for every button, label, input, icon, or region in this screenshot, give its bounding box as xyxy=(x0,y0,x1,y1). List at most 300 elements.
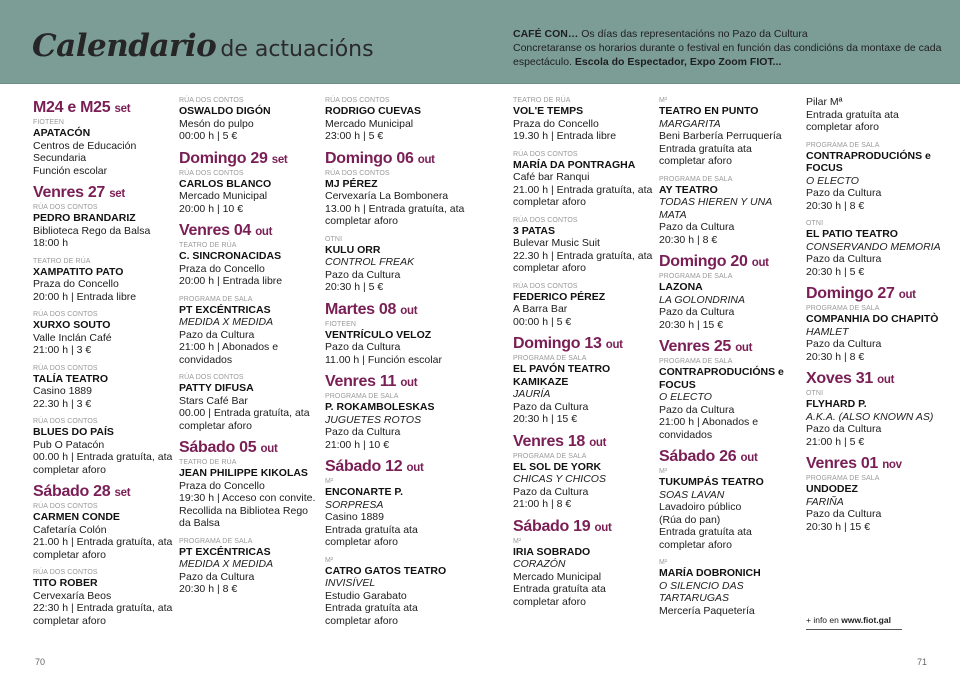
event-category: M² xyxy=(513,537,522,545)
event-detail-line: Mercado Municipal xyxy=(513,570,602,583)
event-detail-line: Praza do Concello xyxy=(513,117,599,130)
page-title xyxy=(32,28,374,64)
event-entry xyxy=(806,389,946,448)
event-entry xyxy=(33,257,173,304)
day-label: Sábado 28 xyxy=(33,483,111,500)
title-script: Calendario xyxy=(32,28,217,64)
event-name: TEATRO EN PUNTO xyxy=(659,105,759,117)
show-title: LA GOLONDRINA xyxy=(659,293,745,306)
day-block xyxy=(33,99,173,177)
day-label: Domingo 29 xyxy=(179,149,268,167)
event-detail-line: Pazo da Cultura xyxy=(513,485,589,498)
event-category: RÚA DOS CONTOS xyxy=(179,374,244,381)
event-name: PT EXCÉNTRICAS xyxy=(179,303,271,316)
event-entry xyxy=(179,537,319,596)
event-detail-line: 00.00 | Entrada gratuíta, ata completar aforo xyxy=(179,407,310,432)
day-block xyxy=(179,150,319,216)
event-entry xyxy=(33,203,173,250)
event-name: XAMPATITO PATO xyxy=(33,265,124,278)
event-detail-line: 20:00 h | Entrada libre xyxy=(179,275,283,287)
event-category: FIOTEEN xyxy=(33,119,65,126)
event-name: EL PAVÓN TEATRO KAMIKAZE xyxy=(513,363,611,388)
event-category: OTNI xyxy=(806,220,824,227)
day-label: Venres 04 xyxy=(179,222,252,239)
event-detail-line: Pazo da Cultura xyxy=(659,403,735,416)
event-category: RÚA DOS CONTOS xyxy=(33,204,98,211)
note-bold-2: Escola do Espectador, Expo Zoom FIOT... xyxy=(574,56,782,68)
event-entry xyxy=(513,150,653,209)
event-name: C. SINCRONACIDAS xyxy=(179,250,282,262)
event-name: TUKUMPÁS TEATRO xyxy=(659,476,764,488)
day-block xyxy=(513,96,653,328)
event-category: RÚA DOS CONTOS xyxy=(179,97,244,104)
day-label: Sábado 19 xyxy=(513,517,591,535)
month-label: set xyxy=(109,188,125,200)
event-detail-line: Pazo da Cultura xyxy=(659,221,735,233)
event-detail-line: 22:30 h | Entrada gratuíta, ata completar aforo xyxy=(33,602,173,627)
event-detail-line: 20:30 h | 5 € xyxy=(806,265,865,278)
event-name: PATTY DIFUSA xyxy=(179,382,254,394)
day-heading xyxy=(179,222,319,241)
event-detail-line: Entrada gratuíta ata completar aforo xyxy=(659,142,752,167)
event-detail-line: Casino 1889 xyxy=(325,511,384,523)
event-entry xyxy=(179,96,319,143)
event-detail-line: 21.00 h | Entrada gratuíta, ata completar aforo xyxy=(33,536,173,561)
event-detail-line: 21:00 h | 3 € xyxy=(33,344,92,356)
month-label: out xyxy=(400,377,418,389)
column-2 xyxy=(179,96,319,603)
month-label: out xyxy=(735,342,753,354)
event-category: RÚA DOS CONTOS xyxy=(33,503,98,510)
show-title: JAURÍA xyxy=(513,388,551,400)
event-entry xyxy=(659,558,799,617)
day-heading xyxy=(513,433,653,452)
event-entry xyxy=(513,354,653,426)
day-block xyxy=(659,448,799,617)
event-detail-line: Pazo da Cultura xyxy=(325,426,401,438)
event-name: CARMEN CONDE xyxy=(33,511,120,523)
event-name: COMPANHIA DO CHAPITÒ xyxy=(806,313,939,325)
day-block xyxy=(33,483,173,627)
event-detail-line: Praza do Concello xyxy=(179,479,265,492)
event-entry xyxy=(33,502,173,561)
event-detail-line: 21:00 h | 10 € xyxy=(325,438,390,451)
event-entry xyxy=(513,282,653,329)
day-block xyxy=(179,222,319,432)
column-5 xyxy=(659,96,799,624)
day-label: Venres 18 xyxy=(513,432,586,450)
event-detail-line: 00:00 h | 5 € xyxy=(513,315,572,328)
column-3 xyxy=(325,96,465,634)
event-category: TEATRO DE RÚA xyxy=(179,459,237,466)
title-subtitle: de actuacións xyxy=(220,37,374,62)
event-category: PROGRAMA DE SALA xyxy=(806,305,880,312)
event-name: APATACÓN xyxy=(33,127,91,139)
show-title: TODAS HIEREN Y UNA MATA xyxy=(659,196,772,221)
event-detail-line: 22.30 h | Entrada gratuíta, ata completar aforo xyxy=(513,249,653,274)
show-title: FARIÑA xyxy=(806,495,844,508)
note-text-2: Concretaranse os horarios durante o festival en función das condicións da montaxe de cada espectáculo. xyxy=(513,42,942,68)
event-entry xyxy=(33,568,173,627)
event-detail-line: Entrada gratuíta ata completar aforo xyxy=(659,526,752,551)
event-detail-line: Cafetaría Colón xyxy=(33,523,107,536)
event-name: MARÍA DA PONTRAGHA xyxy=(513,158,636,171)
event-name: P. ROKAMBOLESKAS xyxy=(325,401,435,413)
event-detail-line: Praza do Concello xyxy=(179,262,265,275)
event-name: OSWALDO DIGÓN xyxy=(179,105,271,117)
event-category: RÚA DOS CONTOS xyxy=(33,311,98,318)
event-entry xyxy=(513,96,653,143)
event-name: CONTRAPRODUCIÓNS e FOCUS xyxy=(806,149,931,174)
month-label: set xyxy=(114,103,131,115)
event-category: PROGRAMA DE SALA xyxy=(806,141,880,149)
event-detail-line: Cervexaría Beos xyxy=(33,589,112,602)
day-block xyxy=(325,458,465,627)
day-block xyxy=(325,301,465,367)
event-entry xyxy=(659,467,799,551)
event-name: LAZONA xyxy=(659,281,703,293)
month-label: out xyxy=(898,289,916,301)
event-detail-line: 00.00 h | Entrada gratuíta, ata completar aforo xyxy=(33,451,173,476)
event-entry xyxy=(325,169,465,228)
event-name: 3 PATAS xyxy=(513,224,556,237)
event-entry xyxy=(179,373,319,432)
event-entry xyxy=(325,235,465,294)
month-label: out xyxy=(751,257,769,269)
event-detail-line: Beni Barbería Perruquería xyxy=(659,130,782,142)
event-detail-line: Pazo da Cultura xyxy=(513,400,589,413)
event-detail-line: Pazo da Cultura xyxy=(659,306,735,318)
event-name: PEDRO BRANDARIZ xyxy=(33,212,136,224)
month-label: out xyxy=(417,153,435,166)
day-label: Martes 08 xyxy=(325,300,397,318)
event-name: CATRO GATOS TEATRO xyxy=(325,564,447,577)
event-detail-line: 23:00 h | 5 € xyxy=(325,130,384,142)
event-category: M² xyxy=(659,559,668,566)
info-link[interactable] xyxy=(806,615,902,630)
event-name: VENTRÍCULO VELOZ xyxy=(325,328,432,341)
event-entry xyxy=(659,357,799,441)
page-number-left: 70 xyxy=(35,657,46,667)
info-url[interactable]: www.fiot.gal xyxy=(841,615,891,625)
event-detail-line: 00:00 h | 5 € xyxy=(179,130,238,142)
event-detail-line: Mercería Paquetería xyxy=(659,604,755,617)
event-detail-line: Pazo da Cultura xyxy=(806,253,882,265)
month-label: nov xyxy=(882,459,902,471)
day-heading xyxy=(659,338,799,357)
event-detail-line: Pazo da Cultura xyxy=(806,338,882,350)
show-title: MEDIDA X MEDIDA xyxy=(179,558,274,570)
event-detail-line: 20:30 h | 15 € xyxy=(806,520,871,533)
day-label: Sábado 12 xyxy=(325,458,403,475)
event-name: FEDERICO PÉREZ xyxy=(513,290,606,303)
event-detail-line: 20:30 h | 8 € xyxy=(806,199,865,212)
day-heading xyxy=(659,448,799,467)
event-category: PROGRAMA DE SALA xyxy=(806,475,880,482)
event-detail-line: 20:30 h | 8 € xyxy=(659,233,718,246)
event-name: RODRIGO CUEVAS xyxy=(325,105,422,117)
event-detail-line: Café bar Ranqui xyxy=(513,171,590,183)
day-heading xyxy=(33,184,173,203)
event-name: AY TEATRO xyxy=(659,183,718,196)
day-block xyxy=(179,439,319,596)
event-category: FIOTEEN xyxy=(325,320,357,328)
event-category: RÚA DOS CONTOS xyxy=(179,169,244,177)
event-detail-line: 21:00 h | Abonados e convidados xyxy=(179,341,279,366)
show-title: JUGUETES ROTOS xyxy=(325,413,422,426)
event-detail-line: Casino 1889 xyxy=(33,385,92,397)
event-detail-line: 20:30 h | 5 € xyxy=(325,281,384,293)
event-detail-line: 21:00 h | 8 € xyxy=(513,498,572,510)
event-detail-line: 19.30 h | Entrada libre xyxy=(513,130,617,142)
event-detail-line: Secundaria xyxy=(33,152,87,164)
event-detail-line: 20:30 h | 8 € xyxy=(806,350,865,363)
event-category: RÚA DOS CONTOS xyxy=(513,216,578,224)
event-detail-line: 21:00 h | Abonados e convidados xyxy=(659,416,759,441)
day-label: Venres 27 xyxy=(33,184,106,201)
event-detail-line: (Rúa do pan) xyxy=(659,513,721,526)
day-block xyxy=(659,96,799,246)
event-name: FLYHARD P. xyxy=(806,398,867,410)
day-label: M24 e M25 xyxy=(33,99,111,116)
event-entry xyxy=(33,417,173,476)
event-detail-line: Estudio Garabato xyxy=(325,589,407,602)
event-detail-line: Cervexaría La Bombonera xyxy=(325,190,449,202)
event-detail-line: 22.30 h | 3 € xyxy=(33,397,92,410)
month-label: out xyxy=(400,304,418,317)
day-block xyxy=(33,184,173,476)
day-label: Domingo 27 xyxy=(806,285,895,302)
event-detail-line: 13.00 h | Entrada gratuíta, ata completar aforo xyxy=(325,202,465,227)
event-detail-line: 18:00 h xyxy=(33,237,69,249)
event-name: XURXO SOUTO xyxy=(33,319,111,331)
event-category: RÚA DOS CONTOS xyxy=(325,97,390,104)
event-detail-line: 21:00 h | 5 € xyxy=(806,435,865,448)
event-entry xyxy=(513,216,653,275)
event-detail-line: Pazo da Cultura xyxy=(806,508,882,520)
show-title: CONSERVANDO MEMORIA xyxy=(806,240,941,253)
event-detail-line: 20:30 h | 15 € xyxy=(513,413,578,425)
event-detail-line: Praza do Concello xyxy=(33,278,119,290)
event-detail-line: Mesón do pulpo xyxy=(179,117,254,130)
event-entry xyxy=(325,392,465,451)
day-block xyxy=(513,335,653,426)
event-detail-line: Centros de Educación xyxy=(33,139,137,152)
event-detail-line: Pazo da Cultura xyxy=(325,341,401,353)
event-name: TALÍA TEATRO xyxy=(33,372,109,385)
event-entry xyxy=(806,219,946,278)
event-detail-line: Función escolar xyxy=(33,164,108,177)
event-name: MJ PÉREZ xyxy=(325,177,378,190)
event-detail-line: Mercado Municipal xyxy=(179,190,268,202)
day-block xyxy=(659,253,799,331)
event-category: TEATRO DE RÚA xyxy=(513,97,571,104)
event-category: OTNI xyxy=(325,235,343,243)
show-title: CORAZÓN xyxy=(513,558,566,570)
event-detail-line: A Barra Bar xyxy=(513,303,568,315)
month-label: set xyxy=(114,487,131,499)
event-detail-line: Entrada gratuíta ata completar aforo xyxy=(806,108,899,133)
day-label: Venres 11 xyxy=(325,373,397,390)
event-detail-line: Pazo da Cultura xyxy=(325,268,401,281)
continued-event-details xyxy=(806,96,946,134)
event-category: OTNI xyxy=(806,390,824,397)
day-label: Domingo 13 xyxy=(513,335,602,352)
day-block xyxy=(179,96,319,143)
note-bold-1: CAFÉ CON… xyxy=(513,28,579,40)
day-label: Sábado 26 xyxy=(659,448,737,465)
day-label: Venres 01 xyxy=(806,455,879,472)
event-category: PROGRAMA DE SALA xyxy=(659,273,733,280)
day-heading xyxy=(806,455,946,474)
event-category: RÚA DOS CONTOS xyxy=(33,364,98,372)
month-label: out xyxy=(877,374,895,386)
event-entry xyxy=(33,310,173,357)
event-category: RÚA DOS CONTOS xyxy=(33,418,98,425)
event-entry xyxy=(179,458,319,530)
event-detail-line: Pazo da Cultura xyxy=(806,423,882,435)
event-entry xyxy=(325,556,465,628)
header-note xyxy=(513,27,953,69)
event-detail-line: 21.00 h | Entrada gratuíta, ata completar aforo xyxy=(513,183,653,208)
event-detail-line: Valle Inclán Café xyxy=(33,331,112,344)
month-label: out xyxy=(740,452,758,464)
event-entry xyxy=(33,364,173,411)
event-detail-line: Bulevar Music Suit xyxy=(513,237,600,249)
event-name: EL SOL DE YORK xyxy=(513,460,602,473)
event-category: RÚA DOS CONTOS xyxy=(325,169,390,177)
day-block xyxy=(325,373,465,451)
event-detail-line: Pazo da Cultura xyxy=(179,570,255,583)
day-heading xyxy=(325,301,465,320)
event-entry xyxy=(806,141,946,213)
event-category: M² xyxy=(325,556,334,564)
month-label: set xyxy=(271,153,288,166)
event-detail-line: 11.00 h | Función escolar xyxy=(325,353,442,366)
day-block xyxy=(325,96,465,143)
day-block xyxy=(513,518,653,609)
event-entry xyxy=(659,272,799,331)
event-detail-line: 20:30 h | 15 € xyxy=(659,318,724,331)
event-entry xyxy=(33,118,173,177)
month-label: out xyxy=(605,339,623,351)
event-detail-line: Pub O Patacón xyxy=(33,438,105,451)
event-category: PROGRAMA DE SALA xyxy=(659,175,733,183)
day-heading xyxy=(806,370,946,389)
event-entry xyxy=(325,96,465,143)
day-heading xyxy=(325,458,465,477)
day-label: Xoves 31 xyxy=(806,370,873,387)
event-entry xyxy=(325,320,465,367)
column-6 xyxy=(806,96,946,540)
event-entry xyxy=(513,452,653,511)
event-entry xyxy=(325,477,465,549)
column-1 xyxy=(33,96,173,634)
event-detail-line: Pazo da Cultura xyxy=(806,187,882,199)
show-title: MEDIDA X MEDIDA xyxy=(179,316,274,328)
event-name: VOL'E TEMPS xyxy=(513,105,584,117)
column-4 xyxy=(513,96,653,615)
day-block xyxy=(325,150,465,294)
event-name: CARLOS BLANCO xyxy=(179,177,272,190)
day-block xyxy=(659,338,799,441)
day-label: Sábado 05 xyxy=(179,439,257,456)
show-title: SORPRESA xyxy=(325,498,384,511)
info-prefix: + info en xyxy=(806,615,842,625)
event-category: PROGRAMA DE SALA xyxy=(513,452,587,460)
event-entry xyxy=(659,175,799,247)
event-category: M² xyxy=(659,468,668,475)
day-label: Domingo 20 xyxy=(659,253,748,270)
event-name: BLUES DO PAÍS xyxy=(33,426,114,438)
event-detail-line: Entrada gratuíta ata completar aforo xyxy=(325,602,418,627)
day-heading xyxy=(325,150,465,169)
event-detail-line: Pazo da Cultura xyxy=(179,328,255,341)
show-title: HAMLET xyxy=(806,325,849,338)
day-label: Venres 25 xyxy=(659,338,732,355)
event-category: RÚA DOS CONTOS xyxy=(513,150,578,158)
event-detail-line: Stars Café Bar xyxy=(179,394,248,407)
event-detail-line: 20:30 h | 8 € xyxy=(179,583,238,595)
event-name: CONTRAPRODUCIÓNS e FOCUS xyxy=(659,366,784,391)
event-entry xyxy=(513,537,653,609)
day-heading xyxy=(659,253,799,272)
event-category: RÚA DOS CONTOS xyxy=(33,569,98,576)
event-name: ENCONARTE P. xyxy=(325,486,403,498)
event-name: TITO ROBER xyxy=(33,577,98,589)
month-label: out xyxy=(406,462,424,474)
event-name: PT EXCÉNTRICAS xyxy=(179,545,271,558)
day-heading xyxy=(806,285,946,304)
event-entry xyxy=(806,474,946,533)
show-title: O SILENCIO DAS TARTARUGAS xyxy=(659,579,744,604)
day-block xyxy=(806,370,946,448)
event-category: M² xyxy=(325,478,334,485)
event-entry xyxy=(179,241,319,288)
day-block xyxy=(806,96,946,278)
event-category: PROGRAMA DE SALA xyxy=(179,295,253,303)
event-category: PROGRAMA DE SALA xyxy=(325,393,399,400)
event-detail-line: Mercado Municipal xyxy=(325,117,414,130)
show-title: INVISÍVEL xyxy=(325,577,376,589)
event-name: JEAN PHILIPPE KIKOLAS xyxy=(179,467,308,479)
event-category: RÚA DOS CONTOS xyxy=(513,282,578,290)
event-category: TEATRO DE RÚA xyxy=(33,257,91,265)
event-detail-line: Biblioteca Rego da Balsa xyxy=(33,224,151,237)
day-heading xyxy=(513,335,653,354)
show-title: O ELECTO xyxy=(659,391,712,403)
event-detail-line: Lavadoiro público xyxy=(659,501,742,513)
event-entry xyxy=(806,304,946,363)
event-detail-line: 19:30 h | Acceso con convite. Recollida na Bibliotea Rego da Balsa xyxy=(179,492,316,529)
event-name: IRIA SOBRADO xyxy=(513,545,591,558)
event-category: PROGRAMA DE SALA xyxy=(179,537,253,545)
event-entry xyxy=(659,96,799,168)
day-heading xyxy=(179,150,319,169)
show-title: A.K.A. (ALSO KNOWN AS) xyxy=(806,410,934,423)
show-title: CHICAS Y CHICOS xyxy=(513,473,606,485)
event-category: M² xyxy=(659,97,668,104)
month-label: out xyxy=(594,521,612,534)
show-title: CONTROL FREAK xyxy=(325,256,415,268)
event-detail-line: Entrada gratuíta ata completar aforo xyxy=(325,523,418,548)
day-heading xyxy=(33,483,173,502)
day-heading xyxy=(179,439,319,458)
show-title: MARGARITA xyxy=(659,117,721,130)
page-header xyxy=(0,0,960,84)
day-block xyxy=(513,433,653,511)
event-detail-line: 20:00 h | 10 € xyxy=(179,202,244,215)
